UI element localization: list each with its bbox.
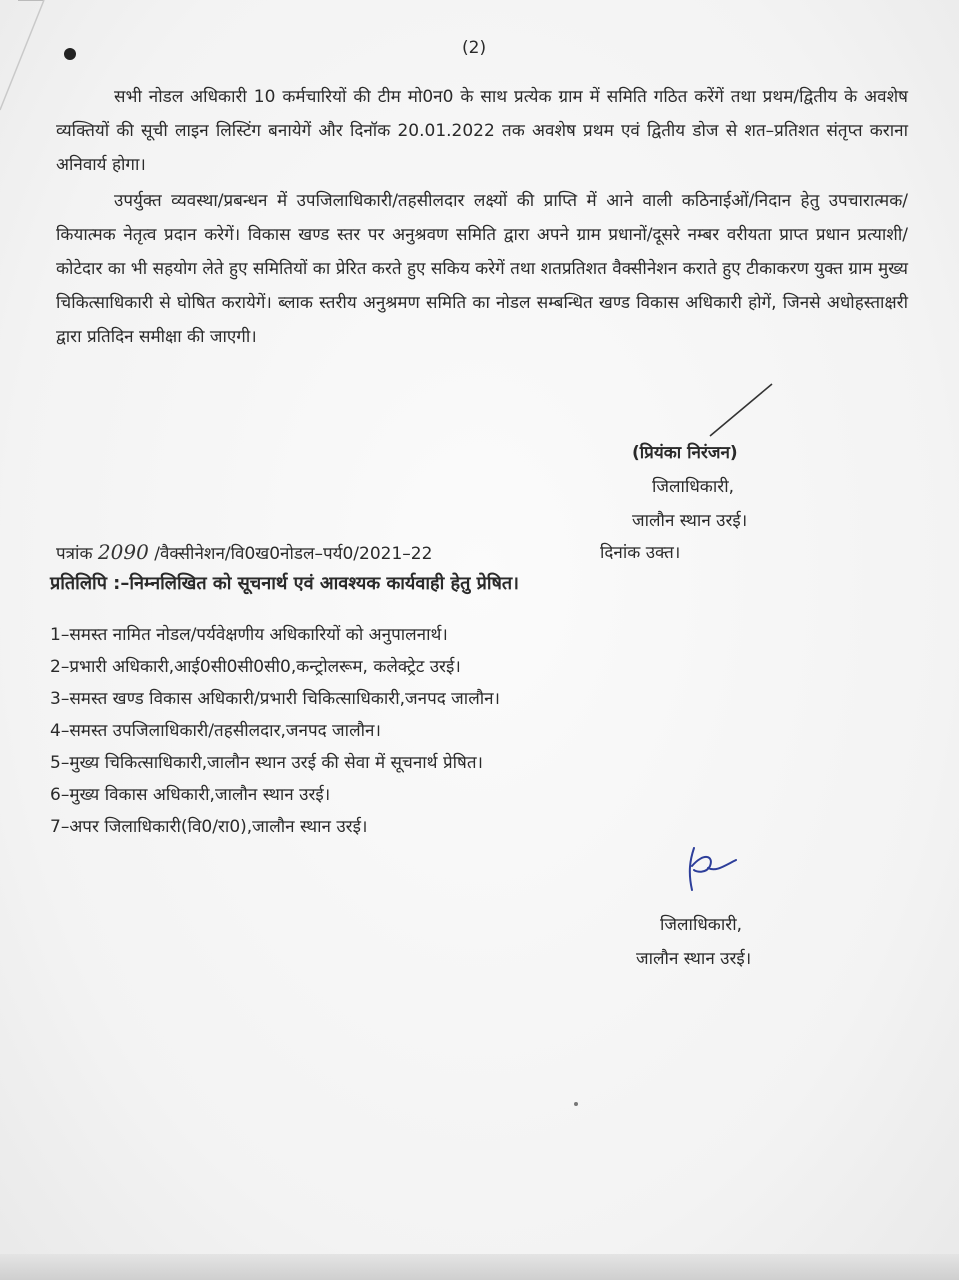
signatory-name: (प्रियंका निरंजन) bbox=[632, 443, 738, 463]
reference-date: दिनांक उक्त। bbox=[600, 543, 681, 563]
reference-suffix: /वैक्सीनेशन/वि0ख0नोडल–पर्य0/2021–22 bbox=[154, 544, 433, 564]
copy-list-item: 7–अपर जिलाधिकारी(वि0/रा0),जालौन स्थान उरई। bbox=[50, 817, 368, 837]
signature-mark-2 bbox=[680, 842, 750, 902]
signature-mark-1 bbox=[700, 380, 780, 440]
copy-list-item: 5–मुख्य चिकित्साधिकारी,जालौन स्थान उरई की सेवा में सूचनार्थ प्रेषित। bbox=[50, 753, 483, 773]
copy-list-item: 2–प्रभारी अधिकारी,आई0सी0सी0सी0,कन्ट्रोलरूम, कलेक्ट्रेट उरई। bbox=[50, 657, 461, 677]
page-bottom-edge bbox=[0, 1254, 959, 1280]
copy-list-item: 3–समस्त खण्ड विकास अधिकारी/प्रभारी चिकित्साधिकारी,जनपद जालौन। bbox=[50, 689, 500, 709]
reference-number-handwritten: 2090 bbox=[97, 540, 149, 564]
signatory-designation: जिलाधिकारी, bbox=[652, 477, 735, 497]
copy-list-item: 1–समस्त नामित नोडल/पर्यवेक्षणीय अधिकारियों को अनुपालनार्थ। bbox=[50, 625, 448, 645]
paragraph-1: सभी नोडल अधिकारी 10 कर्मचारियों की टीम मो0न0 के साथ प्रत्येक ग्राम में समिति गठित करेंगें तथा प्रथम/द्वितीय के अवशेष व्यक्तियों की सूची लाइन लिस्टिंग बनायेगें और दिनॉक 20.01.2022 तक अवशेष प्रथम एवं द्वितीय डोज से शत–प्रतिशत संतृप्त कराना अनिवार्य होगा। bbox=[56, 87, 908, 175]
speck-mark bbox=[574, 1102, 578, 1106]
page-number: (2) bbox=[462, 38, 487, 58]
punch-mark bbox=[64, 48, 76, 60]
copy-heading: प्रतिलिपि :–निम्नलिखित को सूचनार्थ एवं आवश्यक कार्यवाही हेतु प्रेषित। bbox=[50, 573, 520, 594]
copy-list-item: 4–समस्त उपजिलाधिकारी/तहसीलदार,जनपद जालौन। bbox=[50, 721, 381, 741]
signatory-place-2: जालौन स्थान उरई। bbox=[636, 949, 752, 969]
paragraph-2: उपर्युक्त व्यवस्था/प्रबन्धन में उपजिलाधिकारी/तहसीलदार लक्ष्यों की प्राप्ति में आने वाली कठिनाईओं/निदान हेतु उपचारात्मक/कियात्मक नेतृत्व प्रदान करेगें। विकास खण्ड स्तर पर अनुश्रवण समिति द्वारा अपने ग्राम प्रधानों/दूसरे नम्बर वरीयता प्राप्त प्रधान प्रत्याशी/कोटेदार का भी सहयोग लेते हुए समितियों का प्रेरित करते हुए सकिय करेगें तथा शतप्रतिशत वैक्सीनेशन कराते हुए टीकाकरण युक्त ग्राम मुख्य चिकित्साधिकारी से घोषित करायेगें। ब्लाक स्तरीय अनुश्रमण समिति का नोडल सम्बन्धित खण्ड विकास अधिकारी होगें, जिनसे अधोहस्ताक्षरी द्वारा प्रतिदिन समीक्षा की जाएगी। bbox=[56, 191, 908, 347]
reference-prefix: पत्रांक bbox=[56, 544, 93, 564]
reference-line bbox=[56, 540, 432, 564]
copy-list-item: 6–मुख्य विकास अधिकारी,जालौन स्थान उरई। bbox=[50, 785, 331, 805]
signatory-place: जालौन स्थान उरई। bbox=[632, 511, 748, 531]
signatory-designation-2: जिलाधिकारी, bbox=[660, 915, 743, 935]
